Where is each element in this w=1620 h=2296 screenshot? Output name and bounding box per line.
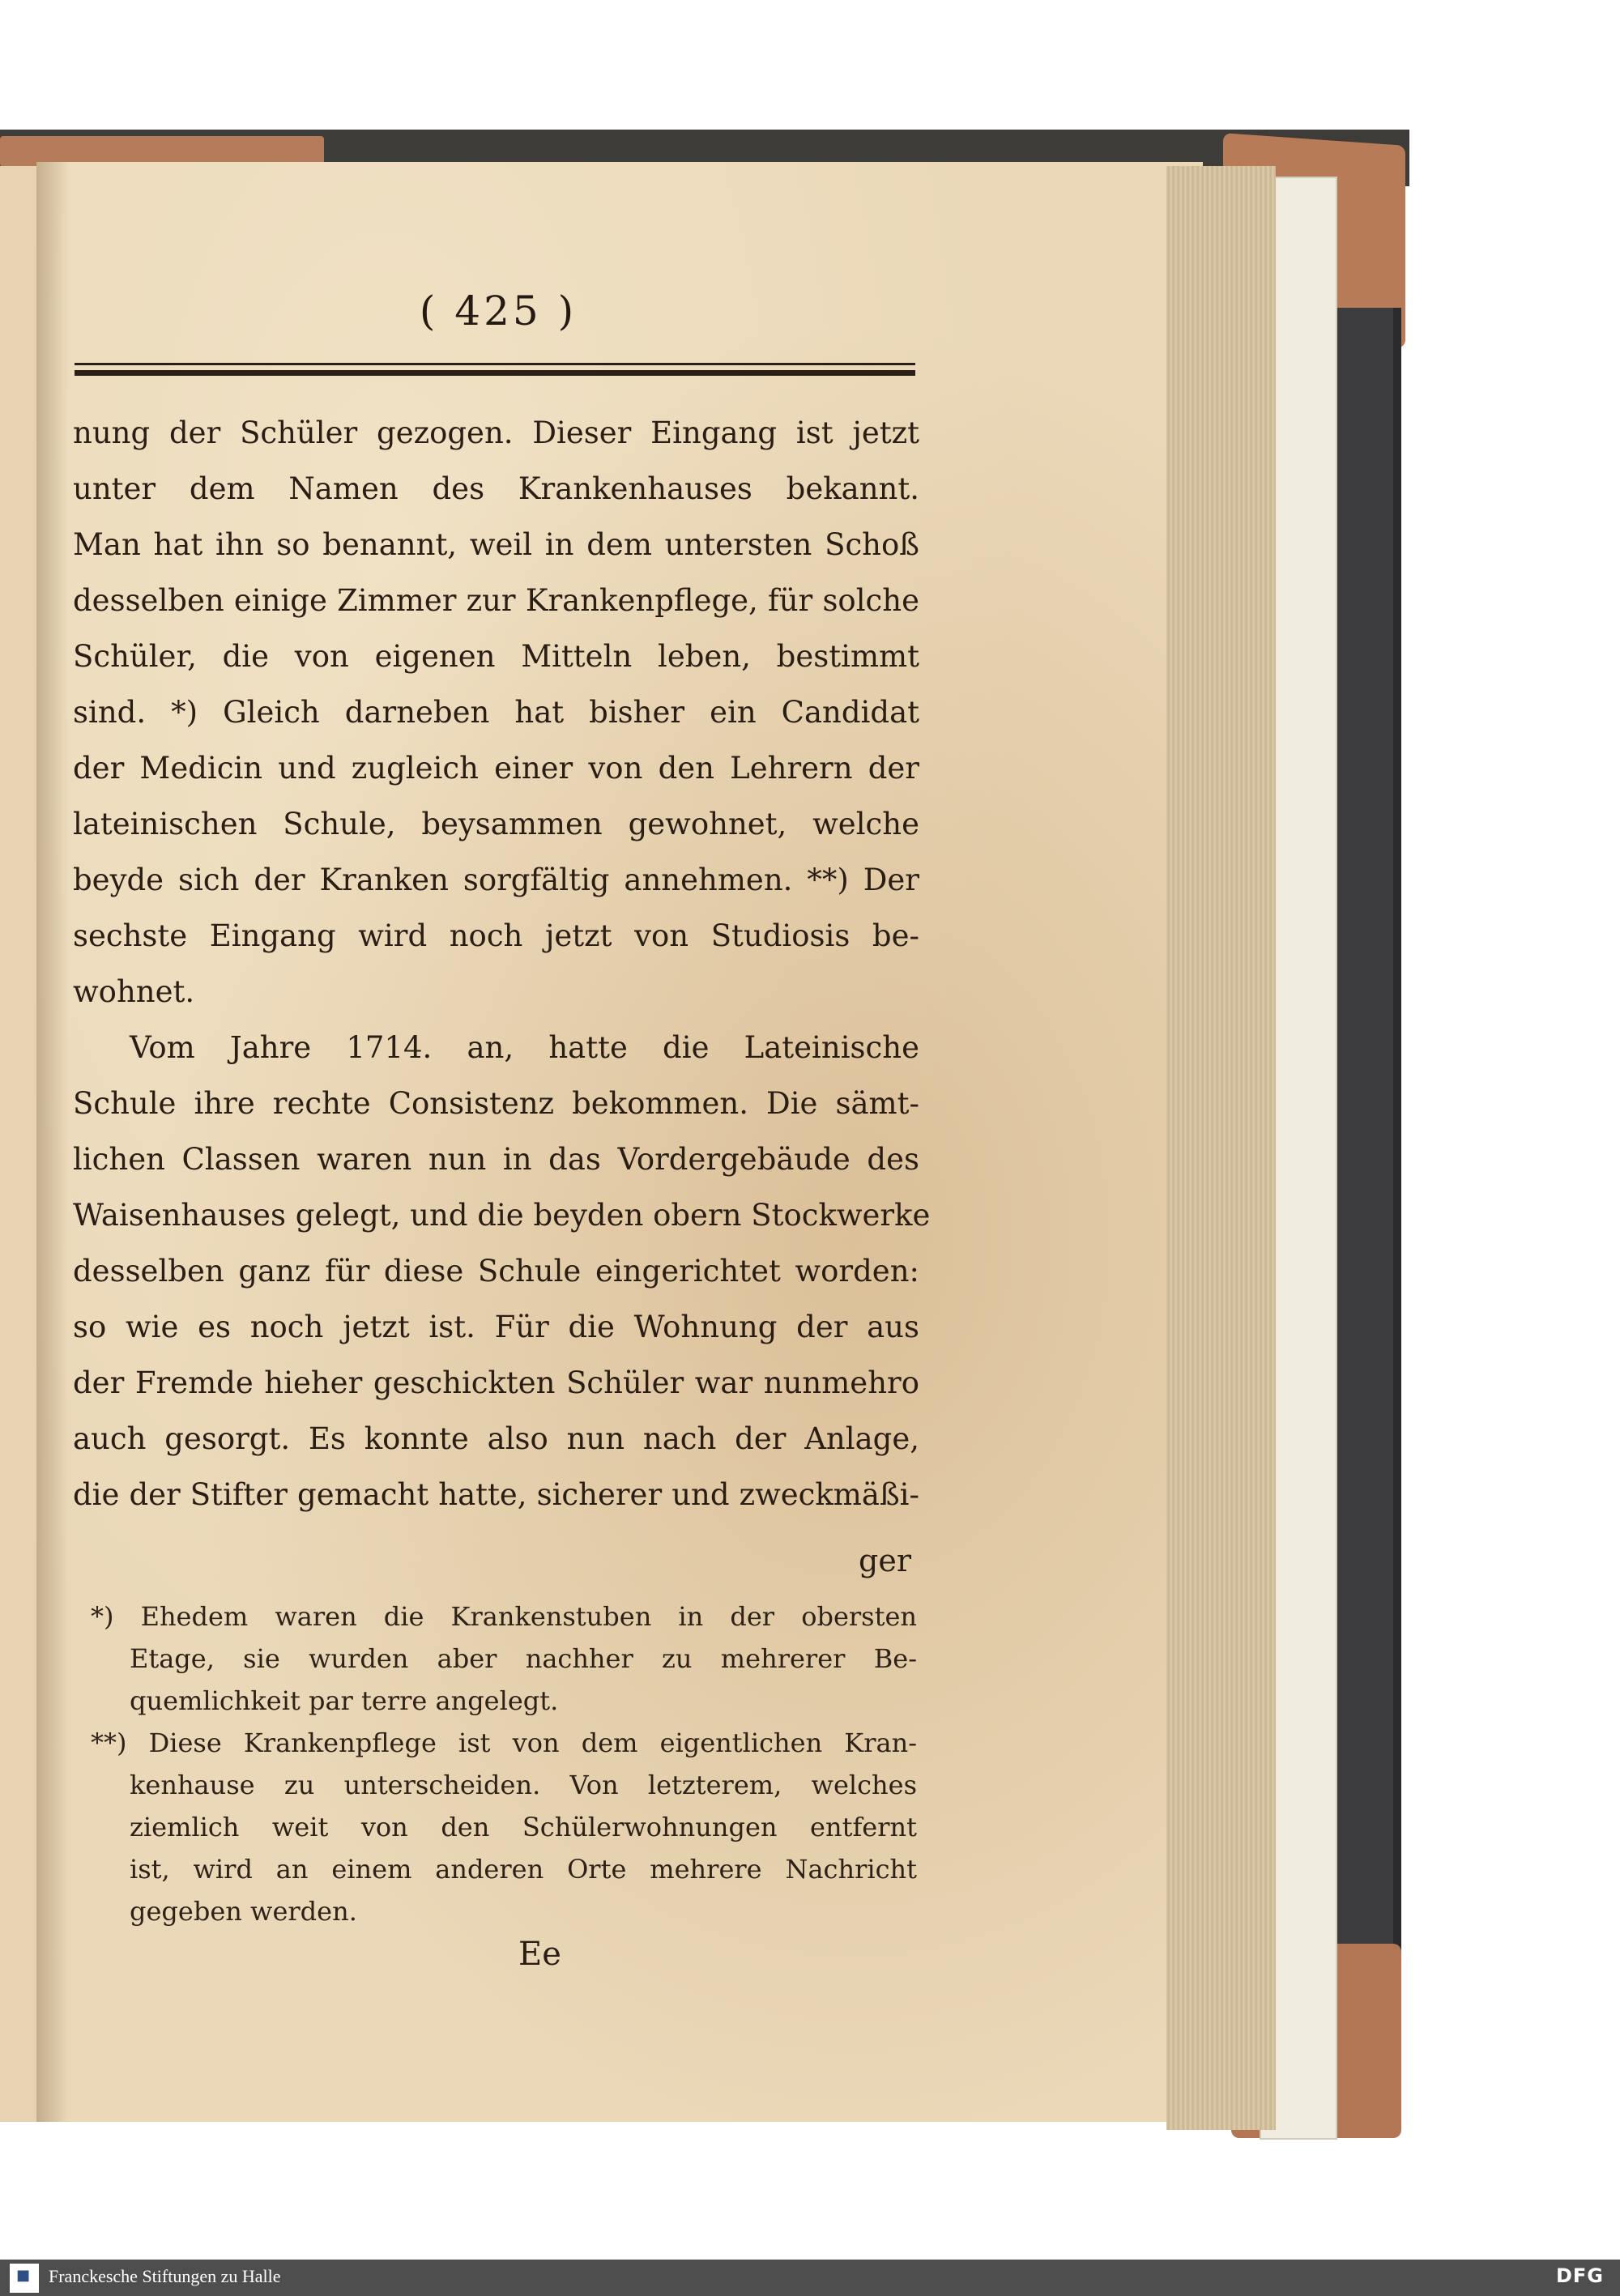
- text-line: Waisenhauses gelegt, und die beyden obern Stockwerke: [73, 1198, 931, 1233]
- institution-name: Franckesche Stiftungen zu Halle: [49, 2266, 281, 2286]
- institution-logo-icon: ■: [10, 2264, 39, 2293]
- page-block-edge: [1166, 166, 1276, 2130]
- text-line: wohnet.: [73, 974, 195, 1009]
- text-line: Man hat ihn so benannt, weil in dem untersten Schoß: [73, 527, 919, 562]
- footnote-line: ist, wird an einem anderen Orte mehrere Nachricht: [130, 1854, 917, 1885]
- footnote-line: *) Ehedem waren die Krankenstuben in der obersten: [91, 1601, 917, 1632]
- footnote-line: ziemlich weit von den Schülerwohnungen entfernt: [130, 1812, 917, 1842]
- footnote-line: gegeben werden.: [130, 1896, 357, 1927]
- text-line: desselben ganz für diese Schule eingerichtet worden:: [73, 1254, 919, 1289]
- page-gutter-shadow: [36, 162, 69, 2122]
- signature-mark: Ee: [518, 1936, 561, 1973]
- text-line: desselben einige Zimmer zur Krankenpflege, für solche: [73, 583, 919, 618]
- text-line: Schüler, die von eigenen Mitteln leben, bestimmt: [73, 639, 919, 674]
- dfg-logo: DFG: [1555, 2264, 1604, 2287]
- text-line: lichen Classen waren nun in das Vordergebäude des: [73, 1142, 919, 1177]
- text-line: Vom Jahre 1714. an, hatte die Lateinische: [130, 1030, 919, 1065]
- body-text: [73, 405, 931, 1523]
- header-rule: [75, 363, 915, 381]
- text-line: Schule ihre rechte Consistenz bekommen. Die sämt-: [73, 1086, 919, 1121]
- catchword: ger: [859, 1543, 911, 1578]
- text-line: sechste Eingang wird noch jetzt von Studiosis be-: [73, 918, 919, 953]
- left-page-edge: [0, 166, 41, 2122]
- text-line: nung der Schüler gezogen. Dieser Eingang ist jetzt: [73, 415, 919, 450]
- footnote-line: **) Diese Krankenpflege ist von dem eigentlichen Kran-: [91, 1727, 917, 1758]
- text-line: lateinischen Schule, beysammen gewohnet, welche: [73, 807, 919, 841]
- text-line: unter dem Namen des Krankenhauses bekannt.: [73, 471, 919, 506]
- header-rule-thin: [75, 363, 915, 365]
- text-line: der Fremde hieher geschickten Schüler war nunmehro: [73, 1365, 919, 1400]
- text-line: die der Stifter gemacht hatte, sicherer und zweckmäßi-: [73, 1477, 919, 1512]
- text-line: der Medicin und zugleich einer von den Lehrern der: [73, 751, 919, 786]
- footnote-line: quemlichkeit par terre angelegt.: [130, 1685, 559, 1716]
- footnote-line: kenhause zu unterscheiden. Von letzterem, welches: [130, 1770, 917, 1800]
- footnote-line: Etage, sie wurden aber nachher zu mehrerer Be-: [130, 1643, 917, 1674]
- footnotes: [91, 1595, 917, 1932]
- text-line: so wie es noch jetzt ist. Für die Wohnung der aus: [73, 1310, 919, 1344]
- text-line: auch gesorgt. Es konnte also nun nach der Anlage,: [73, 1421, 919, 1456]
- header-rule-thick: [75, 370, 915, 376]
- text-line: beyde sich der Kranken sorgfältig annehmen. **) Der: [73, 863, 919, 897]
- page-number: ( 425 ): [419, 288, 578, 334]
- footer-bar: [0, 2260, 1620, 2296]
- text-line: sind. *) Gleich darneben hat bisher ein Candidat: [73, 695, 919, 730]
